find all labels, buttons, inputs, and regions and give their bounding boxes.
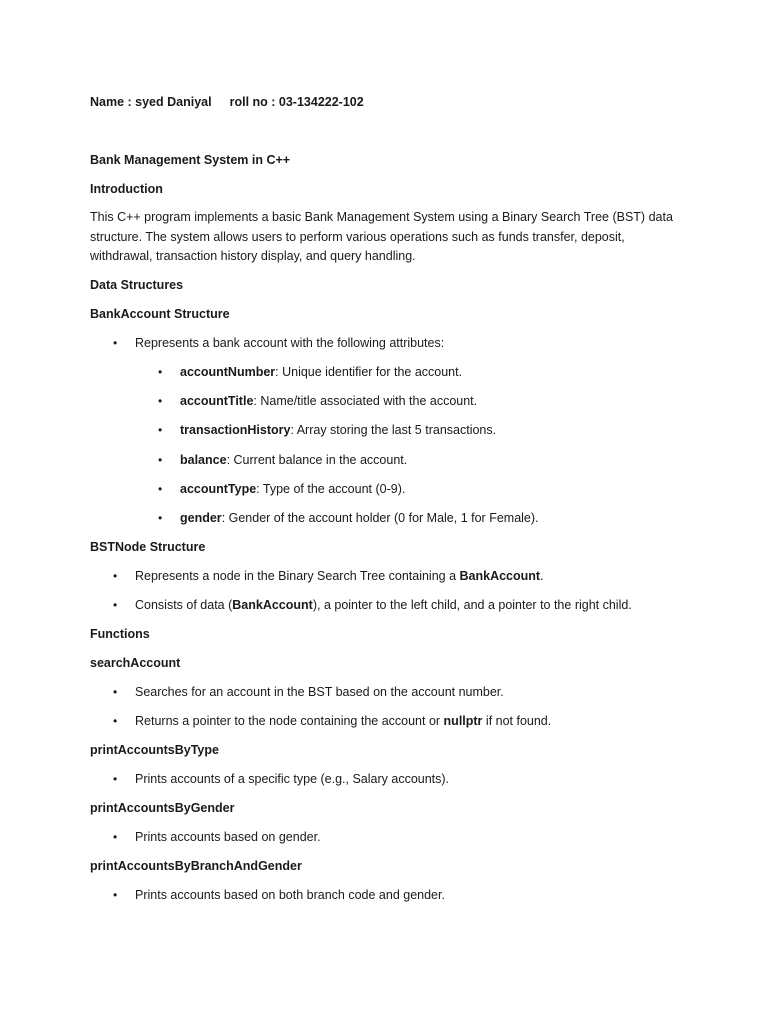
- searchaccount-heading: searchAccount: [90, 656, 181, 670]
- bullet-icon: •: [158, 423, 163, 437]
- printaccountsbytype-heading: printAccountsByType: [90, 743, 219, 757]
- printaccountsbygender-heading: printAccountsByGender: [90, 801, 235, 815]
- bullet-icon: •: [113, 888, 118, 902]
- attribute-item: • accountTitle: Name/title associated with the account.: [180, 392, 477, 411]
- list-item: • Prints accounts based on gender.: [135, 828, 321, 847]
- bullet-icon: •: [158, 394, 163, 408]
- bullet-icon: •: [158, 482, 163, 496]
- list-item: • Consists of data (BankAccount), a pointer to the left child, and a pointer to the right child.: [135, 596, 632, 615]
- bullet-icon: •: [158, 453, 163, 467]
- name-label: Name : syed Daniyal: [90, 95, 212, 109]
- bankaccount-structure-heading: BankAccount Structure: [90, 307, 230, 321]
- bullet-icon: •: [113, 569, 118, 583]
- printaccountsbybranchandgender-heading: printAccountsByBranchAndGender: [90, 859, 302, 873]
- bullet-icon: •: [113, 336, 118, 350]
- data-structures-heading: Data Structures: [90, 278, 184, 292]
- roll-number-label: roll no : 03-134222-102: [229, 95, 364, 109]
- bullet-icon: •: [113, 598, 118, 612]
- list-item: • Prints accounts based on both branch code and gender.: [135, 886, 445, 905]
- introduction-paragraph: This C++ program implements a basic Bank Management System using a Binary Search Tree (BST) data structure. The system allows users to perform various operations such as funds transfer, deposit, withdrawal, transaction history display, and query handling.: [90, 210, 673, 263]
- bullet-icon: •: [158, 365, 163, 379]
- list-item: • Represents a bank account with the following attributes:: [135, 334, 444, 353]
- bullet-icon: •: [113, 714, 118, 728]
- bullet-icon: •: [113, 685, 118, 699]
- attribute-item: • balance: Current balance in the account.: [180, 451, 407, 470]
- attribute-item: • transactionHistory: Array storing the last 5 transactions.: [180, 421, 496, 440]
- list-item: • Searches for an account in the BST based on the account number.: [135, 683, 504, 702]
- list-item: • Prints accounts of a specific type (e.g., Salary accounts).: [135, 770, 449, 789]
- bullet-icon: •: [113, 772, 118, 786]
- attribute-item: • accountNumber: Unique identifier for the account.: [180, 363, 462, 382]
- bstnode-structure-heading: BSTNode Structure: [90, 540, 206, 554]
- introduction-heading: Introduction: [90, 182, 163, 196]
- functions-heading: Functions: [90, 627, 150, 641]
- attribute-item: • accountType: Type of the account (0-9).: [180, 480, 405, 499]
- header-line: [90, 93, 678, 112]
- bullet-icon: •: [158, 511, 163, 525]
- list-item: • Represents a node in the Binary Search Tree containing a BankAccount.: [135, 567, 544, 586]
- attribute-item: • gender: Gender of the account holder (0 for Male, 1 for Female).: [180, 509, 539, 528]
- list-item: • Returns a pointer to the node containing the account or nullptr if not found.: [135, 712, 551, 731]
- bullet-icon: •: [113, 830, 118, 844]
- document-title: Bank Management System in C++: [90, 153, 291, 167]
